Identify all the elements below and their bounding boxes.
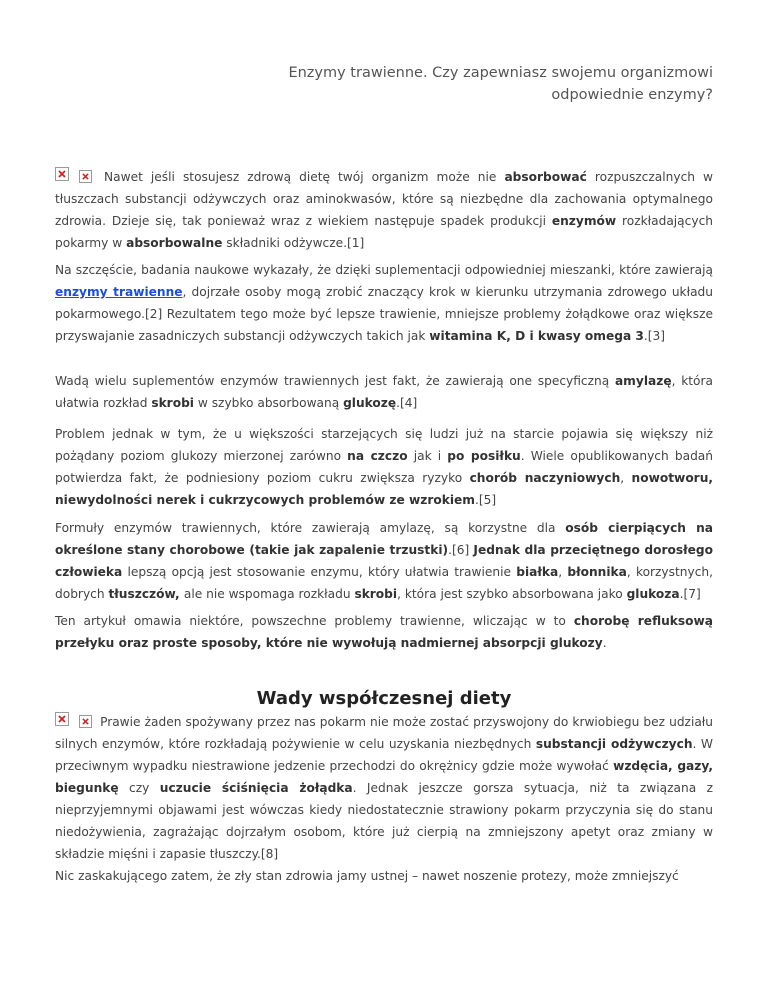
text: . W przeciwnym wypadku niestrawione jedzenie przechodzi do okrężnicy gdzie może wywołać <box>55 737 713 773</box>
bold-text: glukoza <box>626 587 680 601</box>
bold-text: na czczo <box>347 449 408 463</box>
bold-text: białka <box>516 565 559 579</box>
paragraph-4 <box>55 423 713 511</box>
text: lepszą opcją jest stosowanie enzymu, który ułatwia trawienie <box>122 565 517 579</box>
text: Nawet jeśli stosujesz zdrową dietę twój organizm może nie <box>104 170 505 184</box>
text: , dojrzałe osoby mogą zrobić znaczący krok w kierunku utrzymania zdrowego układu pokarmowego.[2] Rezultatem tego może być lepsze trawienie, mniejsze problemy żołądkowe oraz większe przyswajanie zasadniczych substancji odżywczych takich jak <box>55 285 713 343</box>
text: . Jednak jeszcze gorsza sytuacja, niż ta związana z nieprzyjemnymi objawami jest wówczas kiedy niedostatecznie strawiony pokarm przyczynia się do stanu niedożywienia, zagrażając dojrzałym osobom, które już cierpią na zmniejszony apetyt oraz zmiany w składzie mięśni i zapasie tłuszczy.[8] <box>55 781 714 861</box>
bold-text: chorób naczyniowych <box>469 471 621 485</box>
text: ale nie wspomaga rozkładu <box>183 587 355 601</box>
text: jak i <box>407 449 448 463</box>
text: czy <box>118 781 160 795</box>
document-title <box>55 62 713 106</box>
bold-text: osób cierpiących na określone stany chorobowe (takie jak zapalenie trzustki) <box>55 521 713 557</box>
text: .[3] <box>643 329 666 343</box>
title-line-2: odpowiednie enzymy? <box>551 87 713 103</box>
text: . <box>602 636 607 650</box>
text: Problem jednak w tym, że u większości starzejących się ludzi już na starcie pojawia się większy niż pożądany poziom glukozy mierzonej zarówno <box>55 427 713 463</box>
text: , która ułatwia rozkład <box>55 374 713 410</box>
section-heading: Wady współczesnej diety <box>256 688 512 709</box>
title-line-1: Enzymy trawienne. Czy zapewniasz swojemu organizmowi <box>288 65 713 81</box>
paragraph-7 <box>55 711 713 865</box>
bold-text: absorbować <box>504 170 587 184</box>
text: , która jest szybko absorbowana jako <box>397 587 627 601</box>
text: Nic zaskakującego zatem, że zły stan zdrowia jamy ustnej – nawet noszenie protezy, może zmniejszyć <box>55 869 679 883</box>
text: Ten artykuł omawia niektóre, powszechne problemy trawienne, wliczając w to <box>55 614 574 628</box>
text: rozpuszczalnych w tłuszczach substancji odżywczych oraz aminokwasów, które są niezbędne dla zachowania optymalnego zdrowia. Dzieje się, tak ponieważ wraz z wiekiem następuje spadek produkcji <box>55 170 714 228</box>
bold-text: uczucie ściśnięcia żołądka <box>159 781 353 795</box>
enzymy-trawienne-link[interactable]: enzymy trawienne <box>55 285 183 299</box>
text: , <box>558 565 568 579</box>
text: Wadą wielu suplementów enzymów trawiennych jest fakt, że zawierają one specyficzną <box>55 374 615 388</box>
broken-image-icon <box>55 712 69 726</box>
broken-image-icon <box>79 170 92 183</box>
bold-text: enzymów <box>551 214 617 228</box>
text: Prawie żaden spożywany przez nas pokarm nie może zostać przyswojony do krwiobiegu bez udziału silnych enzymów, które rozkładają pożywienie w celu uzyskania niezbędnych <box>55 715 713 751</box>
bold-text: witamina K, D i kwasy omega 3 <box>429 329 644 343</box>
paragraph-3 <box>55 370 713 414</box>
text: .[7] <box>679 587 701 601</box>
paragraph-8 <box>55 865 713 887</box>
text: , <box>620 471 632 485</box>
bold-text: amylazę <box>614 374 672 388</box>
text: rozkładających pokarmy w <box>55 214 713 250</box>
paragraph-2 <box>55 259 713 347</box>
text: w szybko absorbowaną <box>193 396 344 410</box>
broken-image-icon <box>55 167 69 181</box>
paragraph-1 <box>55 166 713 254</box>
bold-text: wzdęcia, gazy, biegunkę <box>55 759 713 795</box>
bold-text: nowotworu, niewydolności nerek i cukrzycowych problemów ze wzrokiem <box>55 471 714 507</box>
bold-text: Jednak dla przeciętnego dorosłego człowieka <box>55 543 713 579</box>
text: .[4] <box>396 396 418 410</box>
bold-text: glukozę <box>343 396 397 410</box>
bold-text: tłuszczów, <box>108 587 184 601</box>
broken-image-icon <box>79 715 92 728</box>
text: , korzystnych, dobrych <box>55 565 714 601</box>
bold-text: błonnika <box>567 565 627 579</box>
bold-text: absorbowalne <box>126 236 223 250</box>
text: Na szczęście, badania naukowe wykazały, że dzięki suplementacji odpowiedniej mieszanki, które zawierają <box>55 263 713 277</box>
text: . Wiele opublikowanych badań potwierdza fakt, że podniesiony poziom cukru zwiększa ryzyko <box>55 449 714 485</box>
text: .[5] <box>474 493 497 507</box>
bold-text: substancji odżywczych <box>535 737 693 751</box>
bold-text: po posiłku <box>447 449 521 463</box>
bold-text: skrobi <box>151 396 194 410</box>
bold-text: skrobi <box>354 587 398 601</box>
text: .[6] <box>448 543 474 557</box>
text: składniki odżywcze.[1] <box>222 236 365 250</box>
text: Formuły enzymów trawiennych, które zawierają amylazę, są korzystne dla <box>55 521 566 535</box>
paragraph-6 <box>55 610 713 654</box>
paragraph-5 <box>55 517 713 605</box>
bold-text: chorobę refluksową przełyku oraz proste sposoby, które nie wywołują nadmiernej absorpcji glukozy <box>55 614 714 650</box>
